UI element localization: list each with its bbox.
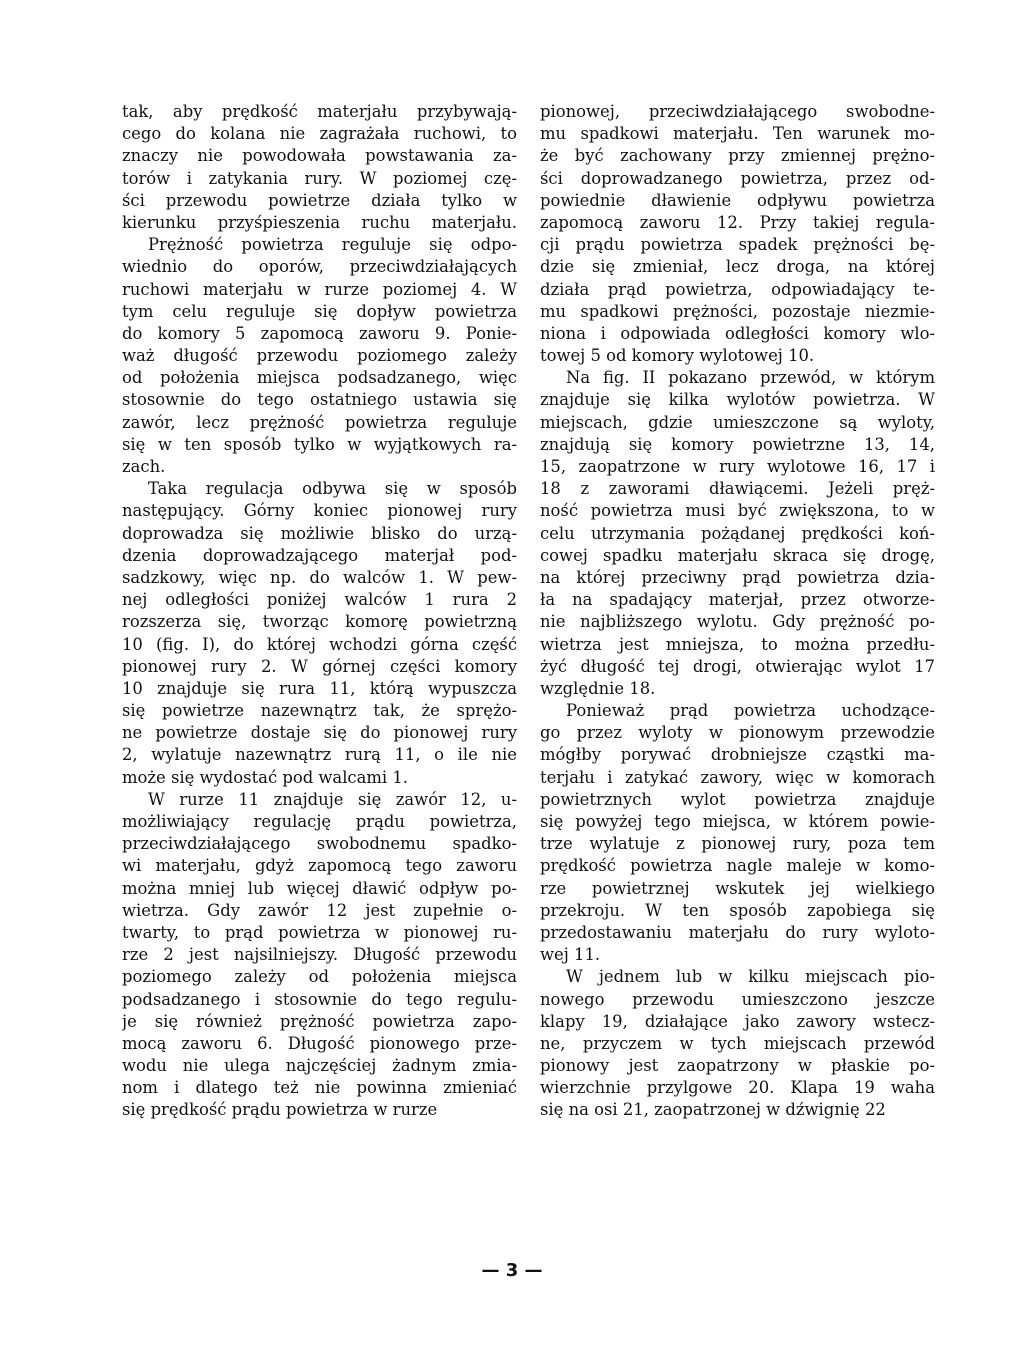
text-line: W jednem lub w kilku miejscach pio- xyxy=(566,967,935,987)
text-line: do komory 5 zapomocą zaworu 9. Ponie- xyxy=(122,323,517,343)
text-line: zawór, lecz prężność powietrza reguluje xyxy=(122,412,517,432)
text-line: ne, przyczem w tych miejscach przewód xyxy=(540,1033,935,1053)
text-line: znaczy nie powodowała powstawania za- xyxy=(122,146,517,166)
text-line: rze 2 jest najsilniejszy. Długość przewodu xyxy=(122,945,517,965)
text-line: Prężność powietrza reguluje się odpo- xyxy=(148,235,517,255)
text-line: 10 (fig. I), do której wchodzi górna część xyxy=(122,634,517,654)
text-line: znajduje się kilka wylotów powietrza. W xyxy=(540,390,935,410)
text-line: ła na spadający materjał, przez otworze- xyxy=(540,590,935,610)
text-line: się na osi 21, zaopatrzonej w dźwignię 22 xyxy=(540,1100,886,1120)
text-line: cowej spadku materjału skraca się drogę, xyxy=(540,545,935,565)
text-line: Na fig. II pokazano przewód, w którym xyxy=(566,368,935,388)
text-line: się w ten sposób tylko w wyjątkowych ra- xyxy=(122,434,517,454)
text-line: rozszerza się, tworząc komorę powietrzną xyxy=(122,612,517,632)
text-line: przeciwdziałającego swobodnemu spadko- xyxy=(122,834,517,854)
text-line: rze powietrznej wskutek jej wielkiego xyxy=(540,878,935,898)
text-line: waż długość przewodu poziomego zależy xyxy=(122,346,517,366)
text-line: wiednio do oporów, przeciwdziałających xyxy=(122,257,517,277)
text-line: Ponieważ prąd powietrza uchodzące- xyxy=(566,701,935,721)
left-column xyxy=(122,101,517,1122)
text-line: mógłby porywać drobniejsze cząstki ma- xyxy=(540,745,935,765)
text-line: W rurze 11 znajduje się zawór 12, u- xyxy=(148,789,517,809)
text-line: może się wydostać pod walcami 1. xyxy=(122,767,409,787)
text-line: klapy 19, działające jako zawory wstecz- xyxy=(540,1011,935,1031)
text-line: poziomego zależy od położenia miejsca xyxy=(122,967,517,987)
text-line: twarty, to prąd powietrza w pionowej ru- xyxy=(122,922,517,942)
text-line: torów i zatykania rury. W poziomej czę- xyxy=(122,168,517,188)
text-line: wietrza jest mniejsza, to można przedłu- xyxy=(540,634,935,654)
text-line: 2, wylatuje nazewnątrz rurą 11, o ile nie xyxy=(122,745,517,765)
text-line: nie najbliższego wylotu. Gdy prężność po- xyxy=(540,612,935,632)
text-line: nom i dlatego też nie powinna zmieniać xyxy=(122,1078,517,1098)
text-line: mocą zaworu 6. Długość pionowego prze- xyxy=(122,1033,517,1053)
text-line: stosownie do tego ostatniego ustawia się xyxy=(122,390,517,410)
text-line: Taka regulacja odbywa się w sposób xyxy=(148,479,517,499)
right-column xyxy=(540,101,935,1122)
text-line: mu spadkowi prężności, pozostaje niezmie- xyxy=(540,301,935,321)
text-line: prędkość powietrza nagle maleje w komo- xyxy=(540,856,935,876)
text-line: trze wylatuje z pionowej rury, poza tem xyxy=(540,834,935,854)
text-line: zapomocą zaworu 12. Przy takiej regula- xyxy=(540,212,935,232)
text-line: mu spadkowi materjału. Ten warunek mo- xyxy=(540,124,935,144)
text-line: powietrznych wylot powietrza znajduje xyxy=(540,789,935,809)
text-line: ści doprowadzanego powietrza, przez od- xyxy=(540,168,935,188)
text-line: cego do kolana nie zagrażała ruchowi, to xyxy=(122,124,517,144)
text-line: niona i odpowiada odległości komory wlo- xyxy=(540,323,935,343)
text-line: miejscach, gdzie umieszczone są wyloty, xyxy=(540,412,935,432)
text-line: żyć długość tej drogi, otwierając wylot 17 xyxy=(540,656,935,676)
text-line: przedostawaniu materjału do rury wyloto- xyxy=(540,922,935,942)
text-line: zach. xyxy=(122,457,166,476)
text-line: można mniej lub więcej dławić odpływ po- xyxy=(122,878,517,898)
text-line: ruchowi materjału w rurze poziomej 4. W xyxy=(122,279,517,299)
text-line: od położenia miejsca podsadzanego, więc xyxy=(122,368,517,388)
text-line: tym celu reguluje się dopływ powietrza xyxy=(122,301,517,321)
text-line: się prędkość prądu powietrza w rurze xyxy=(122,1100,438,1120)
text-line: wodu nie ulega najczęściej żadnym zmia- xyxy=(122,1056,517,1076)
text-line: nowego przewodu umieszczono jeszcze xyxy=(540,989,935,1009)
text-line: towej 5 od komory wylotowej 10. xyxy=(540,346,815,366)
text-line: dzenia doprowadzającego materjał pod- xyxy=(122,545,517,565)
text-line: wierzchnie przylgowe 20. Klapa 19 waha xyxy=(540,1078,935,1098)
text-line: możliwiający regulację prądu powietrza, xyxy=(122,812,517,831)
text-line: tak, aby prędkość materjału przybywają- xyxy=(122,102,517,121)
text-line: ne powietrze dostaje się do pionowej rury xyxy=(122,723,517,743)
text-line: ści przewodu powietrze działa tylko w xyxy=(122,190,517,210)
text-line: na której przeciwny prąd powietrza dzia- xyxy=(540,567,935,587)
text-line: się powyżej tego miejsca, w którem powie- xyxy=(540,812,935,831)
text-line: 10 znajduje się rura 11, którą wypuszcza xyxy=(122,678,517,698)
text-line: pionowej, przeciwdziałającego swobodne- xyxy=(540,102,935,121)
text-line: doprowadza się możliwie blisko do urzą- xyxy=(122,523,517,543)
text-line: dzie się zmieniał, lecz droga, na której xyxy=(540,257,935,277)
text-line: wietrza. Gdy zawór 12 jest zupełnie o- xyxy=(122,900,517,920)
text-line: je się również prężność powietrza zapo- xyxy=(122,1011,517,1031)
text-line: się powietrze nazewnątrz tak, że sprężo- xyxy=(122,701,517,721)
text-line: terjału i zatykać zawory, więc w komorach xyxy=(540,767,935,787)
text-line: kierunku przyśpieszenia ruchu materjału. xyxy=(122,212,517,232)
text-line: cji prądu powietrza spadek prężności bę- xyxy=(540,235,935,255)
text-line: podsadzanego i stosownie do tego regulu- xyxy=(122,989,517,1009)
text-line: następujący. Górny koniec pionowej rury xyxy=(122,501,517,521)
text-line: działa prąd powietrza, odpowiadający te- xyxy=(540,279,935,299)
text-line: wi materjału, gdyż zapomocą tego zaworu xyxy=(122,856,517,876)
text-line: względnie 18. xyxy=(540,678,656,698)
text-line: przekroju. W ten sposób zapobiega się xyxy=(540,900,935,920)
text-line: nej odległości poniżej walców 1 rura 2 xyxy=(122,590,517,610)
text-line: że być zachowany przy zmiennej prężno- xyxy=(540,146,935,166)
text-line: 15, zaopatrzone w rury wylotowe 16, 17 i xyxy=(540,457,935,476)
text-line: pionowej rury 2. W górnej części komory xyxy=(122,656,517,676)
text-line: znajdują się komory powietrzne 13, 14, xyxy=(540,434,935,454)
text-line: sadzkowy, więc np. do walców 1. W pew- xyxy=(122,567,517,587)
text-line: pionowy jest zaopatrzony w płaskie po- xyxy=(540,1056,935,1076)
page-number: — 3 — xyxy=(481,1260,543,1281)
text-line: go przez wyloty w pionowym przewodzie xyxy=(540,723,935,743)
text-line: ność powietrza musi być zwiększona, to w xyxy=(540,501,935,521)
text-line: powiednie dławienie odpływu powietrza xyxy=(540,190,935,210)
text-line: 18 z zaworami dławiącemi. Jeżeli pręż- xyxy=(540,479,935,499)
text-line: celu utrzymania pożądanej prędkości koń- xyxy=(540,523,935,543)
text-line: wej 11. xyxy=(540,945,601,965)
